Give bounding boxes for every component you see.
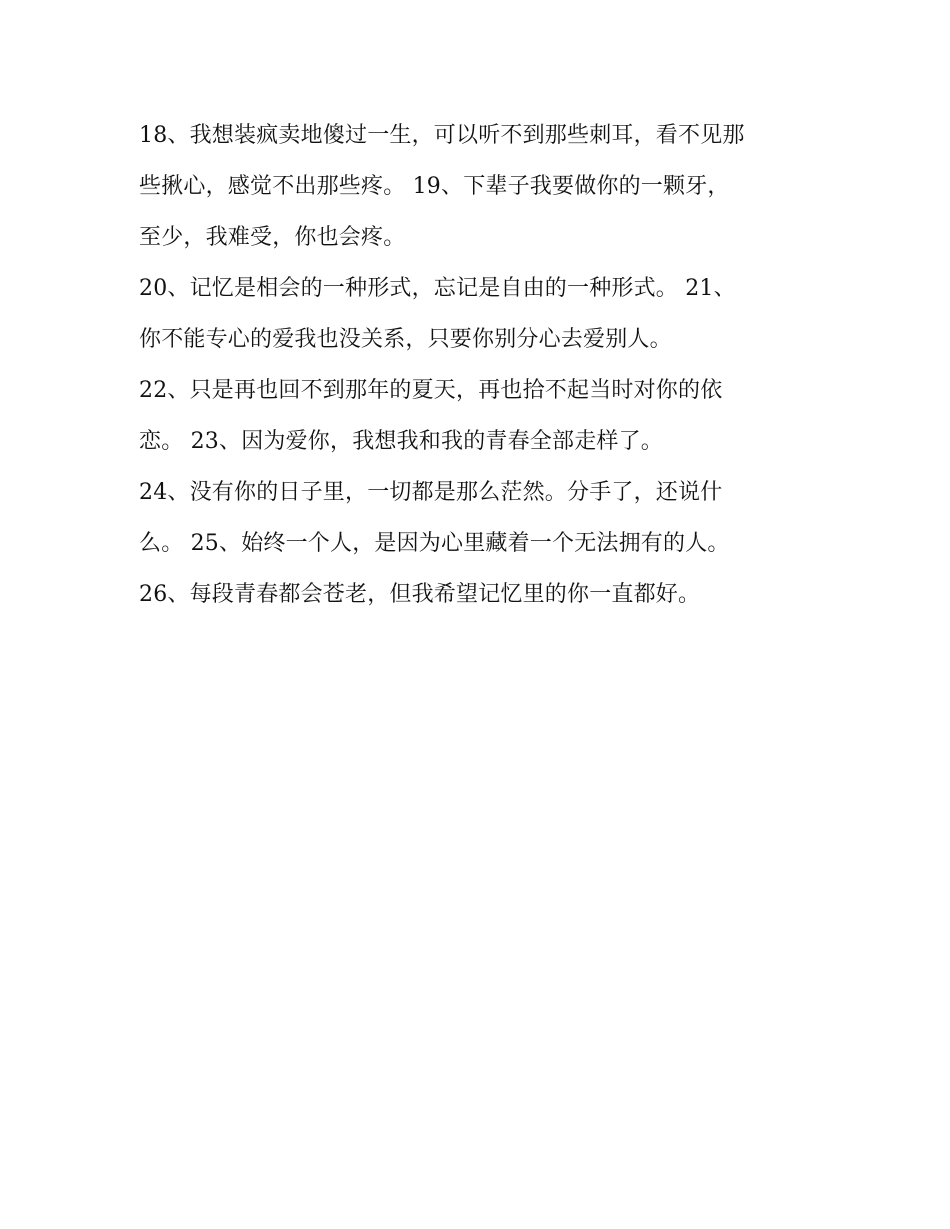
text-line-5: 你不能专心的爱我也没关系，只要你别分心去爱别人。 [139,327,672,352]
text-line-10: 26、每段青春都会苍老，但我希望记忆里的你一直都好。 [139,582,701,607]
text-line-2: 些揪心，感觉不出那些疼。 19、下辈子我要做你的一颗牙， [139,174,730,199]
text-line-7: 恋。 23、因为爱你，我想我和我的青春全部走样了。 [139,429,663,454]
text-line-3: 至少，我难受，你也会疼。 [139,225,406,250]
document-body [139,110,819,620]
text-line-8: 24、没有你的日子里，一切都是那么茫然。分手了，还说什 [139,480,723,505]
text-line-6: 22、只是再也回不到那年的夏天，再也拾不起当时对你的依 [139,378,723,403]
text-line-4: 20、记忆是相会的一种形式，忘记是自由的一种形式。 21、 [139,276,736,301]
text-line-9: 么。 25、始终一个人，是因为心里藏着一个无法拥有的人。 [139,531,730,556]
text-line-1: 18、我想装疯卖地傻过一生，可以听不到那些刺耳，看不见那 [139,123,745,148]
